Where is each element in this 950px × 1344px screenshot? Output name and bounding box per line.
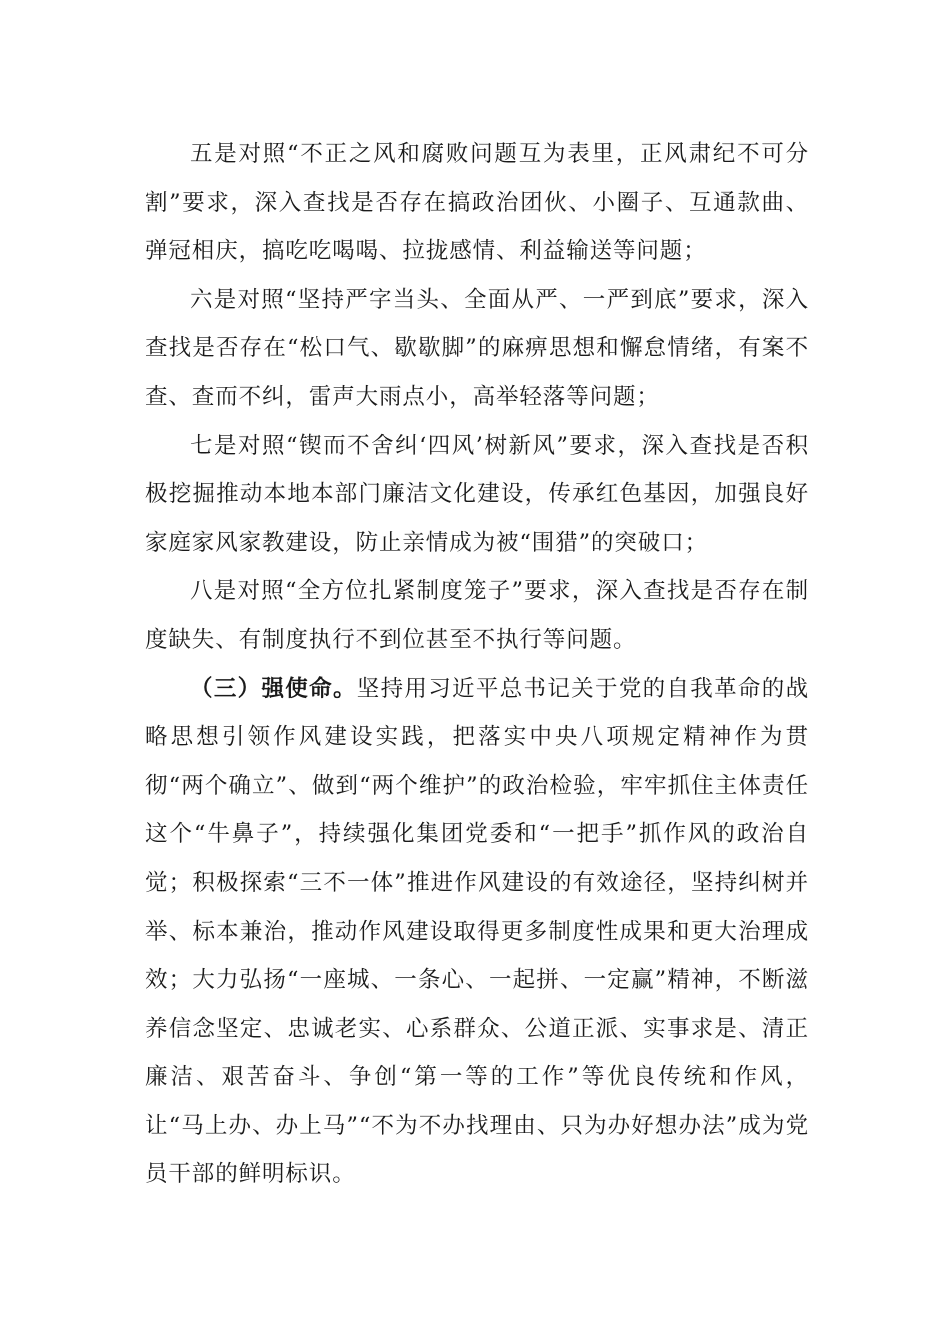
paragraph-text: 八是对照“全方位扎紧制度笼子”要求，深入查找是否存在制度缺失、有制度执行不到位甚至不执行等问题。 <box>145 578 809 653</box>
section-heading: （三）强使命。 <box>190 675 357 702</box>
paragraph-text: 坚持用习近平总书记关于党的自我革命的战略思想引领作风建设实践，把落实中央八项规定精神作为贯彻“两个确立”、做到“两个维护”的政治检验，牢牢抓住主体责任这个“牛鼻子”，持续强化集团党委和“一把手”抓作风的政治自觉；积极探索“三不一体”推进作风建设的有效途径，坚持纠树并举、标本兼治，推动作风建设取得更多制度性成果和更大治理成效；大力弘扬“一座城、一条心、一起拼、一定赢”精神，不断滋养信念坚定、忠诚老实、心系群众、公道正派、实事求是、清正廉洁、艰苦奋斗、争创“第一等的工作”等优良传统和作风，让“马上办、办上马”“不为不办找理由、只为办好想办法”成为党员干部的鲜明标识。 <box>145 675 809 1188</box>
paragraph-item-six <box>145 276 809 422</box>
paragraph-text: 六是对照“坚持严字当头、全面从严、一严到底”要求，深入查找是否存在“松口气、歇歇脚”的麻痹思想和懈怠情绪，有案不查、查而不纠，雷声大雨点小，高举轻落等问题； <box>145 286 809 410</box>
document-body <box>145 130 809 1199</box>
paragraph-item-seven <box>145 422 809 568</box>
paragraph-text: 五是对照“不正之风和腐败问题互为表里，正风肃纪不可分割”要求，深入查找是否存在搞政治团伙、小圈子、互通款曲、弹冠相庆，搞吃吃喝喝、拉拢感情、利益输送等问题； <box>145 141 809 265</box>
paragraph-item-five <box>145 130 809 276</box>
section-paragraph-mission <box>145 665 809 1200</box>
paragraph-text: 七是对照“锲而不舍纠‘四风’树新风”要求，深入查找是否积极挖掘推动本地本部门廉洁文化建设，传承红色基因，加强良好家庭家风家教建设，防止亲情成为被“围猎”的突破口； <box>145 432 809 556</box>
paragraph-item-eight <box>145 567 809 664</box>
